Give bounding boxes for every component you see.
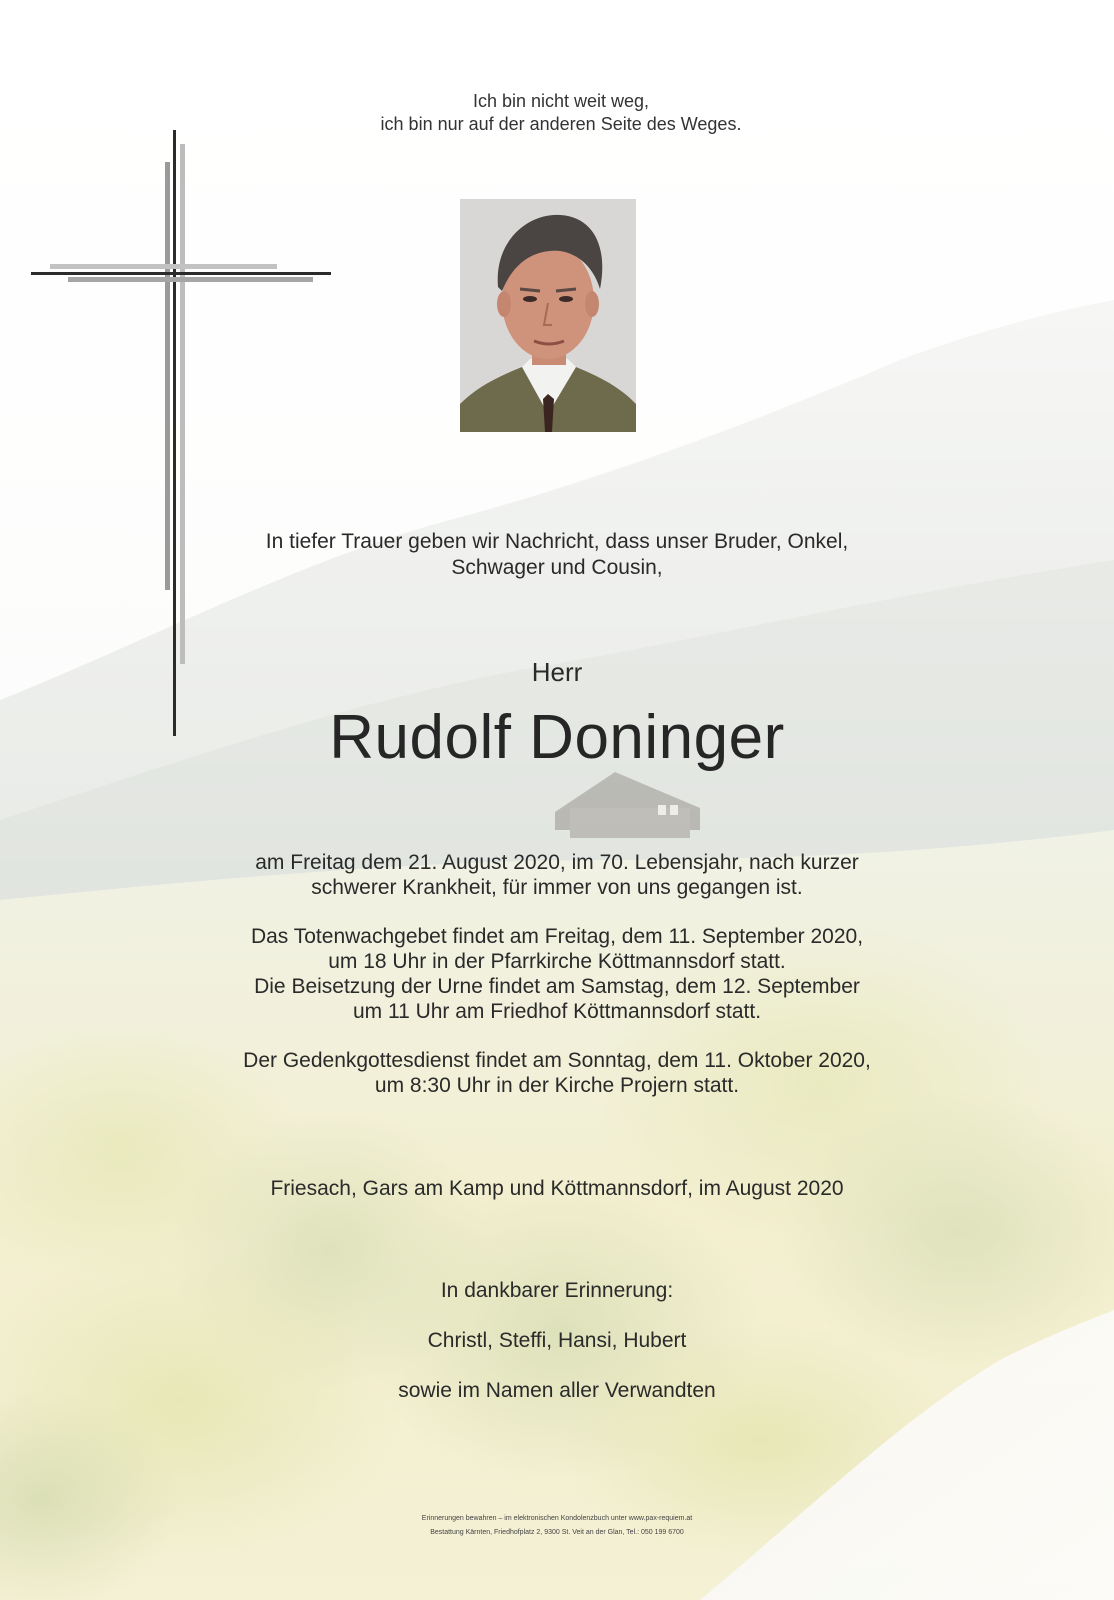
closing-line-3: sowie im Namen aller Verwandten xyxy=(398,1379,716,1402)
memorial-line-1: Der Gedenkgottesdienst findet am Sonntag, dem 11. Oktober 2020, xyxy=(243,1049,871,1072)
death-line-1: am Freitag dem 21. August 2020, im 70. Lebensjahr, nach kurzer xyxy=(255,851,859,874)
salutation: Herr xyxy=(531,657,583,687)
portrait-photo xyxy=(460,199,636,432)
closing-line-1: In dankbarer Erinnerung: xyxy=(440,1279,674,1302)
memorial-notice xyxy=(0,1048,1114,1098)
footer xyxy=(0,1512,1114,1540)
footer-line-2: Bestattung Kärnten, Friedhofplatz 2, 9300 St. Veit an der Glan, Tel.: 050 199 6700 xyxy=(430,1529,684,1536)
footer-line-1: Erinnerungen bewahren – im elektronischen Kondolenzbuch unter www.pax-requiem.at xyxy=(421,1515,693,1522)
services-notice xyxy=(0,924,1114,1024)
motto-line-1: Ich bin nicht weit weg, xyxy=(472,91,650,111)
mourners-names: Christl, Steffi, Hansi, Hubert xyxy=(427,1329,687,1352)
intro-line-1: In tiefer Trauer geben wir Nachricht, dass unser Bruder, Onkel, xyxy=(265,530,849,553)
death-line-2: schwerer Krankheit, für immer von uns gegangen ist. xyxy=(311,876,803,899)
memorial-line-2: um 8:30 Uhr in der Kirche Projern statt. xyxy=(374,1074,740,1097)
intro-line-2: Schwager und Cousin, xyxy=(451,556,663,579)
closing xyxy=(0,1278,1114,1428)
motto-line-2: ich bin nur auf der anderen Seite des Weges. xyxy=(380,114,742,134)
death-notice xyxy=(0,850,1114,900)
intro-text xyxy=(0,529,1114,581)
deceased-name: Rudolf Doninger xyxy=(329,703,785,772)
services-line-4: um 11 Uhr am Friedhof Köttmannsdorf statt. xyxy=(352,1000,762,1023)
motto xyxy=(0,90,1114,136)
services-line-3: Die Beisetzung der Urne findet am Samstag, dem 12. September xyxy=(254,975,860,998)
services-line-1: Das Totenwachgebet findet am Freitag, dem 11. September 2020, xyxy=(250,925,864,948)
announcement-body xyxy=(0,850,1114,1122)
place-date: Friesach, Gars am Kamp und Köttmannsdorf, im August 2020 xyxy=(270,1177,844,1200)
services-line-2: um 18 Uhr in der Pfarrkirche Köttmannsdorf statt. xyxy=(328,950,786,973)
